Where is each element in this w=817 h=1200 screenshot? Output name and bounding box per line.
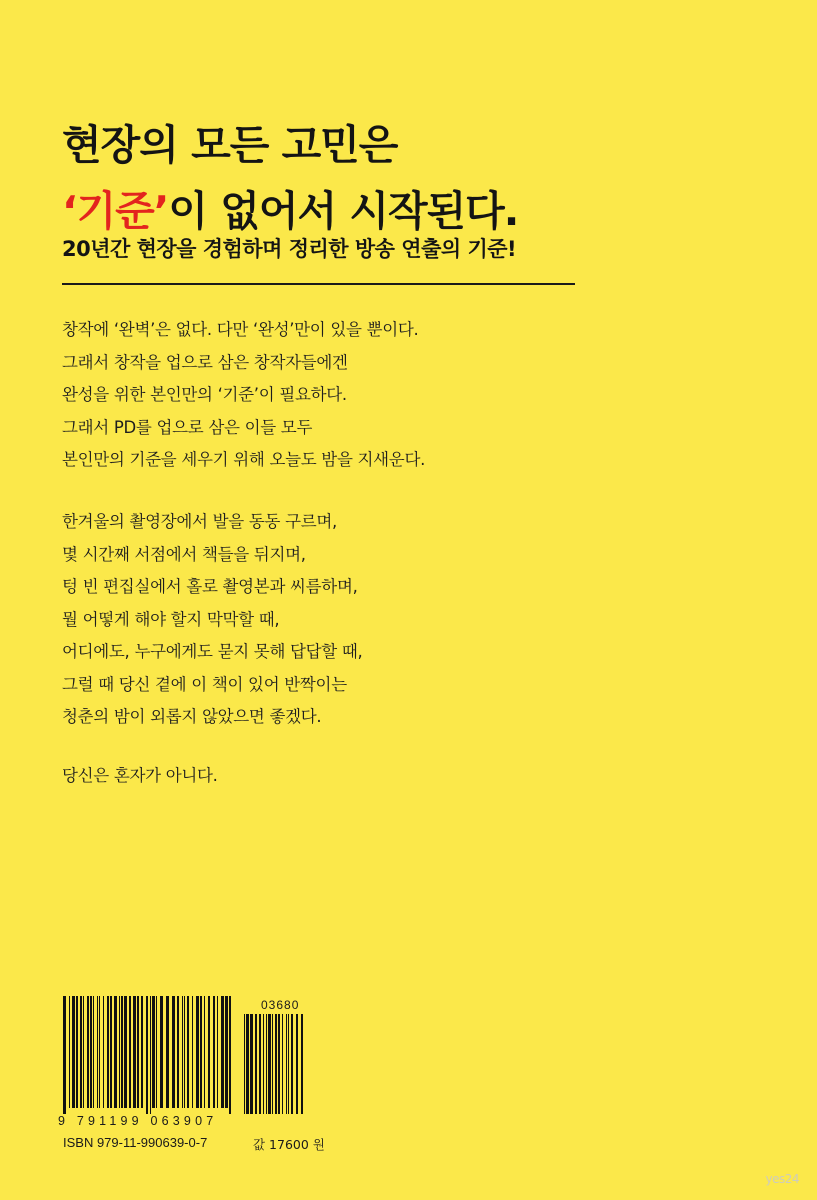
barcode-bar (83, 996, 84, 1108)
barcode-bar (129, 996, 131, 1108)
barcode-bar (63, 996, 66, 1114)
barcode-bar (272, 1014, 273, 1114)
body-paragraph-2 (62, 506, 662, 734)
barcode-bar (99, 996, 100, 1108)
barcode-bar (259, 1014, 261, 1114)
paragraph-line: 몇 시간째 서점에서 책들을 뒤지며, (62, 544, 306, 564)
barcode-bar (282, 1014, 283, 1114)
barcode-bar (133, 996, 136, 1108)
barcode-bar (208, 996, 210, 1108)
barcode-bar (160, 996, 163, 1108)
barcode-bar (187, 996, 189, 1108)
price-label: 값 17600 원 (253, 1137, 325, 1152)
paragraph-line: 그래서 창작을 업으로 삼은 창작자들에겐 (62, 352, 348, 372)
barcode-bar (146, 996, 148, 1114)
barcode-bar (114, 996, 117, 1108)
barcode-bar (119, 996, 120, 1108)
paragraph-line: 완성을 위한 본인만의 ‘기준’이 필요하다. (62, 385, 347, 404)
barcode-bar (97, 996, 98, 1108)
barcode-bar (141, 996, 143, 1108)
barcode-bar (301, 1014, 303, 1114)
paragraph-line: 텅 빈 편집실에서 홀로 촬영본과 씨름하며, (62, 577, 358, 596)
barcode-addon (244, 1014, 308, 1114)
barcode-bar (69, 996, 70, 1108)
barcode-bar (184, 996, 185, 1108)
headline-line-1: 현장의 모든 고민은 (62, 121, 398, 169)
barcode-addon-digits: 03680 (261, 998, 300, 1012)
barcode-bar (275, 1014, 277, 1114)
barcode-bar (288, 1014, 289, 1114)
barcode-bar (225, 996, 228, 1108)
barcode-bar (244, 1014, 245, 1114)
paragraph-line: 그래서 PD를 업으로 삼은 이들 모두 (62, 417, 313, 437)
headline-accent: ‘기준’ (62, 187, 169, 235)
body-paragraph-1 (62, 314, 662, 477)
barcode-bar (172, 996, 175, 1108)
barcode-bar (229, 996, 231, 1114)
barcode-bar (137, 996, 139, 1108)
barcode-bar (93, 996, 94, 1108)
barcode-bar (291, 1014, 293, 1114)
barcode-bar (182, 996, 183, 1108)
barcode-bar (268, 1014, 271, 1114)
barcode-bar (200, 996, 202, 1108)
barcode-bar (263, 1014, 264, 1114)
barcode-bar (286, 1014, 287, 1114)
barcode-bar (221, 996, 224, 1108)
divider-rule (62, 283, 575, 285)
barcode-bars-main (63, 996, 234, 1114)
barcode-bar (266, 1014, 267, 1114)
barcode-bar (196, 996, 199, 1108)
barcode-bar (213, 996, 215, 1108)
barcode-bar (296, 1014, 298, 1114)
barcode-bar (250, 1014, 253, 1114)
barcode-bar (177, 996, 179, 1108)
barcode-bar (90, 996, 92, 1108)
barcode-bar (192, 996, 193, 1108)
yes24-watermark: yes24 (765, 1172, 799, 1186)
barcode-bar (156, 996, 157, 1108)
isbn-label: ISBN 979-11-990639-0-7 (63, 1135, 208, 1150)
barcode-bar (204, 996, 205, 1108)
barcode-bars-addon (244, 1014, 308, 1114)
barcode-bar (246, 1014, 249, 1114)
barcode-bar (152, 996, 155, 1108)
barcode-bar (103, 996, 104, 1108)
paragraph-line: 본인만의 기준을 세우기 위해 오늘도 밤을 지새운다. (62, 450, 426, 469)
paragraph-line: 창작에 ‘완벽’은 없다. 다만 ‘완성’만이 있을 뿐이다. (62, 320, 419, 339)
barcode-bar (255, 1014, 257, 1114)
body-paragraph-3 (62, 760, 662, 793)
barcode-digits: 9 791199 063907 (58, 1114, 218, 1128)
paragraph-line: 어디에도, 누구에게도 묻지 못해 답답할 때, (62, 642, 363, 661)
barcode-bar (107, 996, 109, 1108)
barcode-bar (150, 996, 151, 1114)
barcode-bar (87, 996, 89, 1108)
barcode-bar (124, 996, 127, 1108)
barcode-bar (80, 996, 82, 1108)
barcode-bar (72, 996, 75, 1108)
paragraph-line: 당신은 혼자가 아니다. (62, 766, 218, 785)
paragraph-line: 뭘 어떻게 해야 할지 막막할 때, (62, 609, 280, 629)
paragraph-line: 한겨울의 촬영장에서 발을 동동 구르며, (62, 512, 337, 531)
subheadline: 20년간 현장을 경험하며 정리한 방송 연출의 기준! (62, 237, 517, 261)
paragraph-line: 그럴 때 당신 곁에 이 책이 있어 반짝이는 (62, 674, 347, 694)
barcode-bar (166, 996, 169, 1108)
barcode-main (63, 996, 234, 1114)
barcode-bar (121, 996, 123, 1108)
barcode-bar (278, 1014, 280, 1114)
headline-line-2-rest: 이 없어서 시작된다. (168, 187, 519, 235)
paragraph-line: 청춘의 밤이 외롭지 않았으면 좋겠다. (62, 707, 322, 726)
barcode-bar (76, 996, 78, 1108)
barcode-bar (217, 996, 218, 1108)
headline (62, 112, 762, 244)
barcode-bar (110, 996, 112, 1108)
